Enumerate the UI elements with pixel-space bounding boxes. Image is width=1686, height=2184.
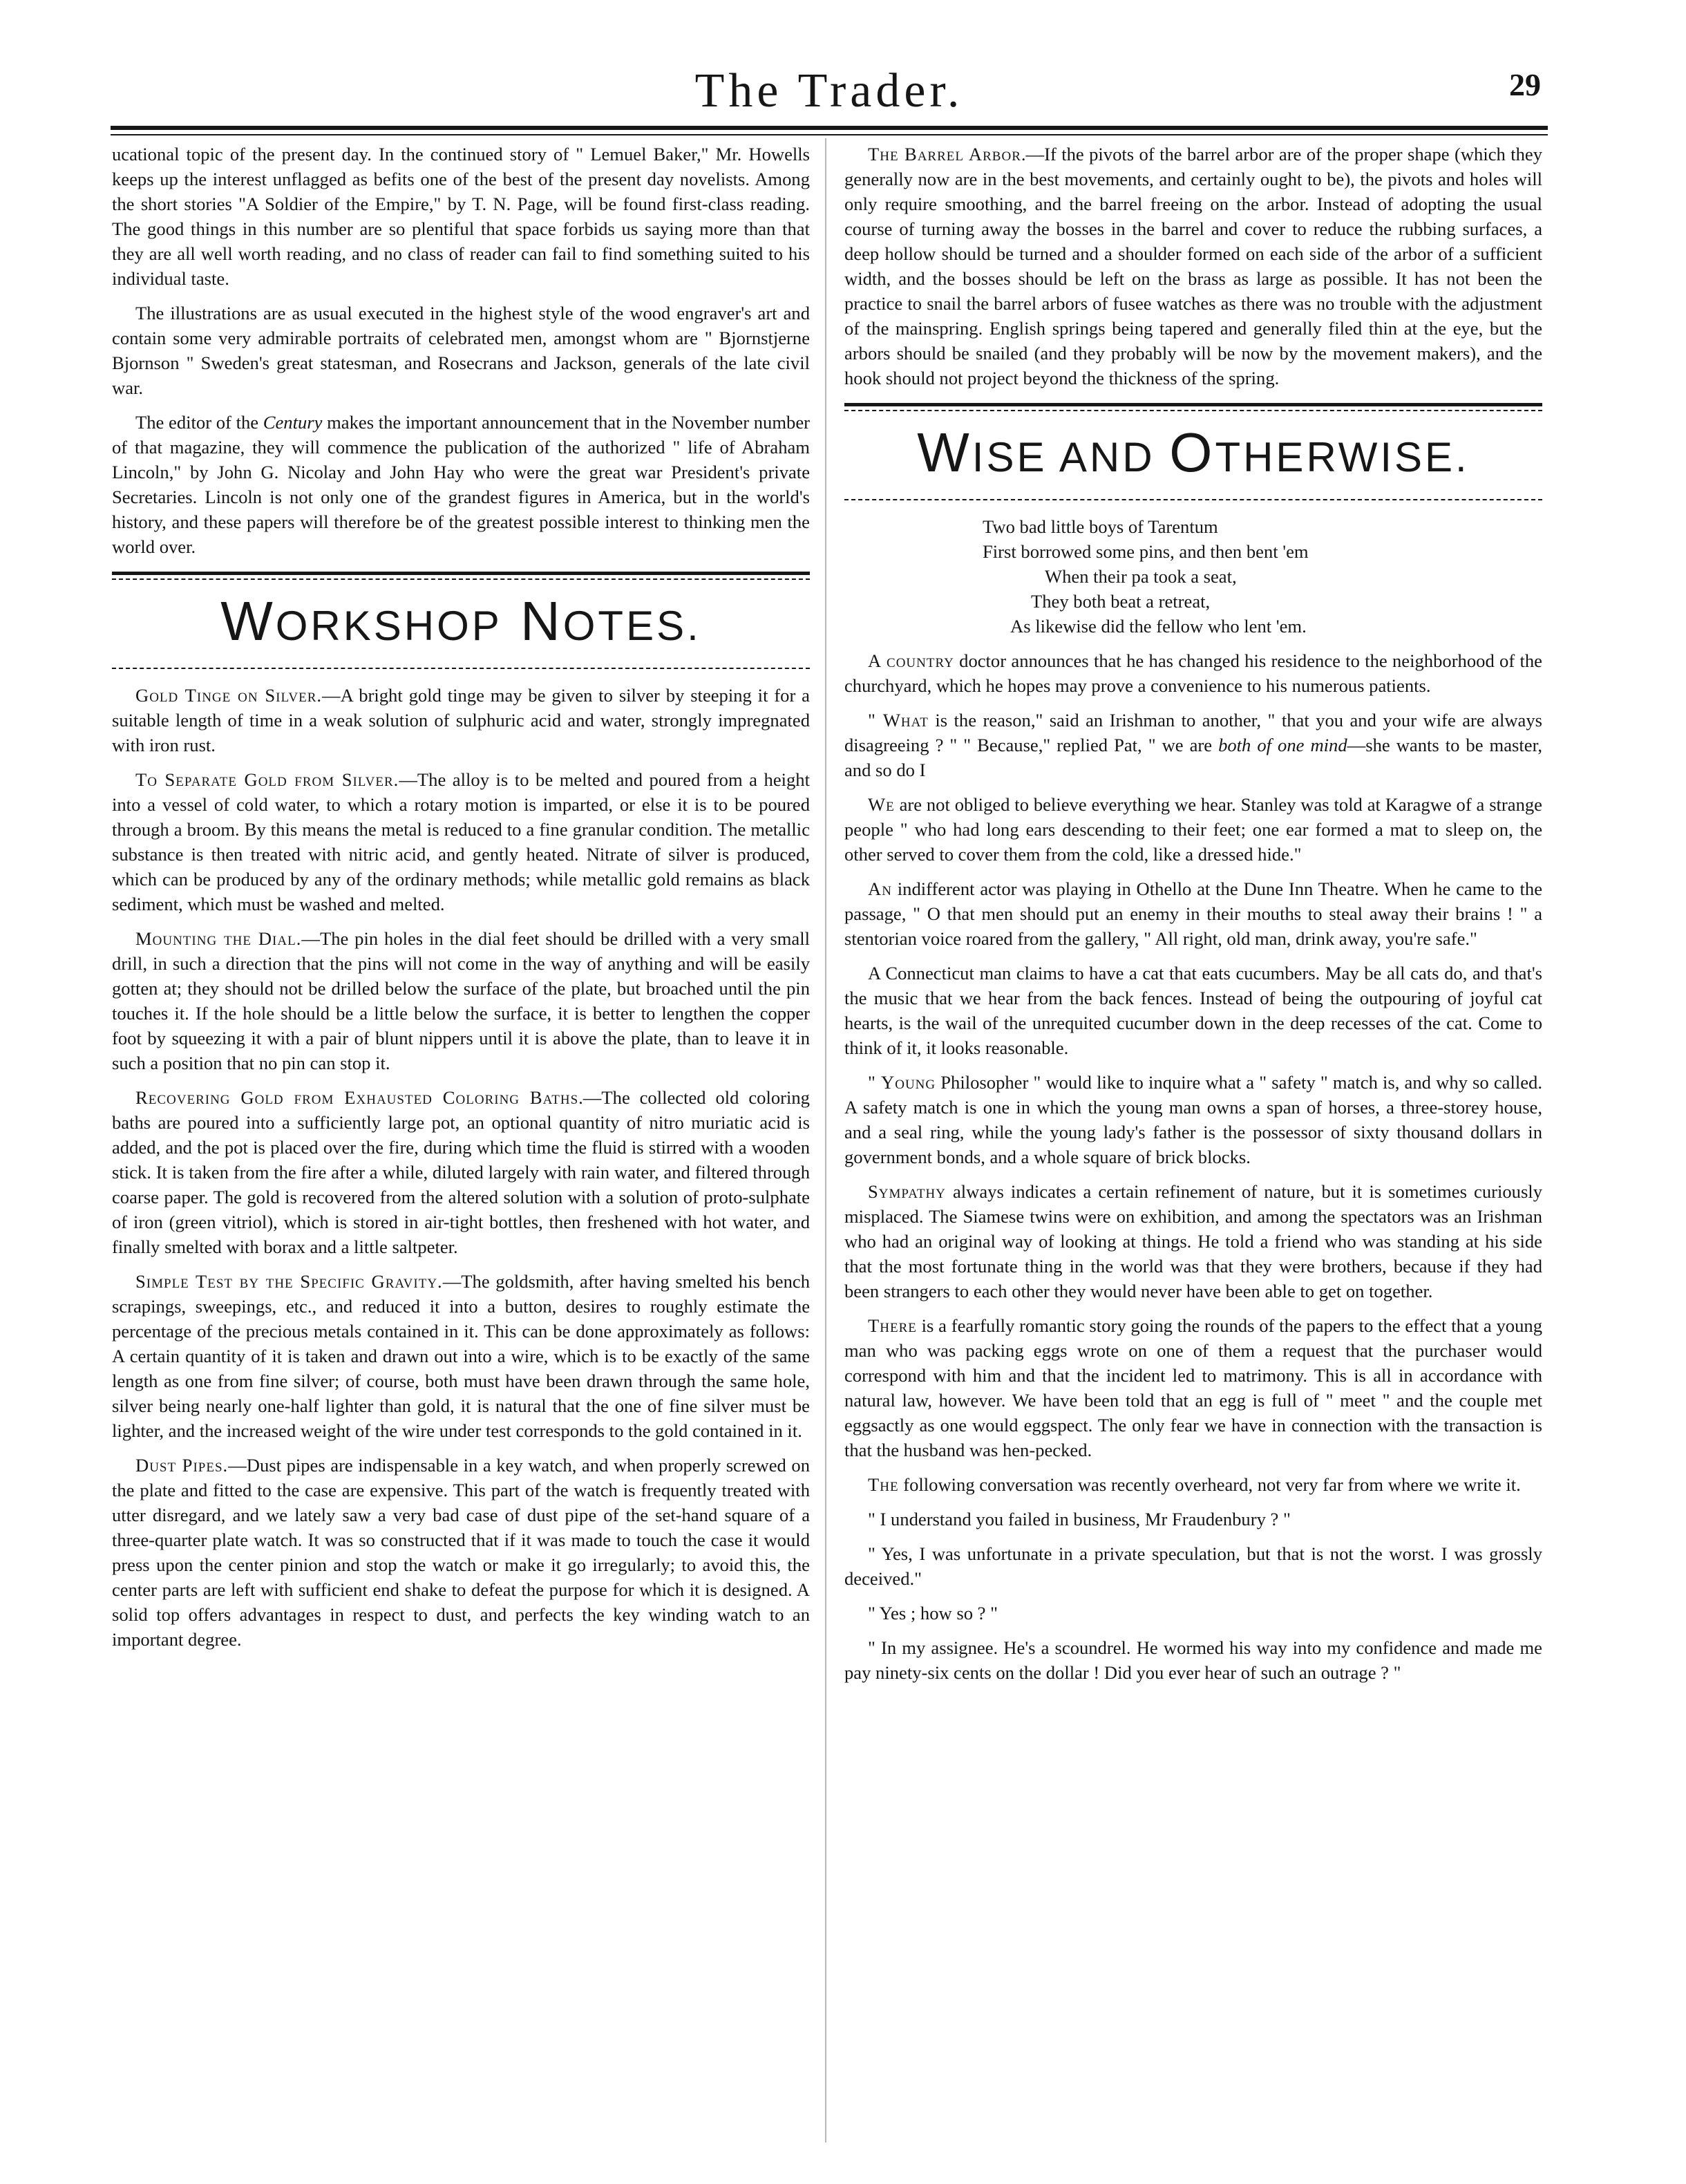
- anecdote: There is a fearfully romantic story going the rounds of the papers to the effect that a young man who was packing eggs wrote on one of them a request that the purchaser would correspond with him and that the incident led to matrimony. This is all in accordance with natural law, however. We have been told that an egg is full of " meet " and the couple met eggsactly as one would eggspect. The only fear we have in connection with the transaction is that the husband was hen-pecked.: [844, 1315, 1542, 1460]
- column-divider: [825, 138, 826, 2143]
- anecdote: " What is the reason," said an Irishman to another, " that you and your wife are always disagreeing ? " " Because," replied Pat, " we are both of one mind—she wants to be master, and so do I: [844, 710, 1543, 780]
- article-paragraph: The illustrations are as usual executed in the highest style of the wood engraver's art and contain some very admirable portraits of celebrated men, amongst whom are " Bjornstjerne Bjornson " Sweden's great statesman, and Rosecrans and Jackson, generals of the late civil war.: [112, 303, 810, 398]
- anecdote: A country doctor announces that he has changed his residence to the neighborhood of the churchyard, which he hopes may prove a convenience to his numerous patients.: [844, 650, 1542, 696]
- masthead-rule: [111, 126, 1548, 130]
- century-paragraph: [112, 410, 810, 559]
- anecdote: " Young Philosopher " would like to inquire what a " safety " match is, and why so called. A safety match is one in which the young man owns a span of horses, a three-storey house, and a seal ring, while the young lady's father is the possessor of sixty thousand dollars in government bonds, and a whole square of brick blocks.: [844, 1072, 1542, 1167]
- poem-line: When their pa took a seat,: [1045, 566, 1237, 587]
- heading-rule-dashed: [844, 410, 1542, 411]
- poem-line: Two bad little boys of Tarentum: [983, 516, 1218, 537]
- paragraph-text: makes the important announcement that in the November number of that magazine, they will commence the publication of the authorized " life of Abraham Lincoln," by John G. Nicolay and John Hay who were the great war President's private Secretaries. Lincoln is not only one of the grandest figures in America, but in the world's history, and these papers will therefore be of the greatest possible interest to thinking men the world over.: [112, 412, 810, 557]
- heading-rule-dashed: [112, 668, 810, 669]
- workshop-note: Recovering Gold from Exhausted Coloring Baths.—The collected old coloring baths are poured into a sufficiently large pot, an optional quantity of nitro muriatic acid is added, and the pot is placed over the fire, during which time the fluid is stirred with a wooden stick. It is taken from the fire after a while, diluted largely with rain water, and filtered through coarse paper. The gold is recovered from the altered solution with a solution of proto-sulphate of iron (green vitriol), which is stored in air-tight bottles, then freshened with hot water, and finally smelted with borax and a little saltpeter.: [112, 1087, 810, 1257]
- masthead: [111, 64, 1548, 126]
- heading-rule: [112, 572, 810, 575]
- section-title: WISE AND OTHERWISE.: [917, 422, 1470, 483]
- wise-and-otherwise-heading: [844, 403, 1542, 500]
- anecdote: A Connecticut man claims to have a cat that eats cucumbers. May be all cats do, and that's the music that we hear from the back fences. Instead of being the outpouring of joyful cat hearts, is the wail of the unrequited cucumber down in the deep recesses of the cat. Come to think of it, it looks reasonable.: [844, 963, 1542, 1058]
- workshop-notes-heading: [112, 572, 810, 669]
- anecdote: An indifferent actor was playing in Othello at the Dune Inn Theatre. When he came to the passage, " O that men should put an enemy in their mouths to steal away their brains ! " a stentorian voice roared from the gallery, " All right, old man, drink away, you're safe.": [844, 878, 1542, 949]
- paragraph-text: The editor of the: [135, 412, 263, 433]
- poem: [983, 514, 1542, 639]
- poem-line: They both beat a retreat,: [1031, 591, 1211, 612]
- workshop-note: Mounting the Dial.—The pin holes in the dial feet should be drilled with a very small drill, in such a direction that the pins will not come in the way of anything and will be easily gotten at; they should not be drilled below the surface of the plate, but broached until the pin touches it. If the hole should be a little below the surface, it is better to lengthen the copper foot by squeezing it with a pair of blunt nippers until it is above the plate, than to leave it in such a position that no pin can stop it.: [112, 928, 810, 1073]
- anecdote: Sympathy always indicates a certain refinement of nature, but it is sometimes curiously misplaced. The Siamese twins were on exhibition, and among the spectators was an Irishman who had an original way of looking at things. He told a friend who was standing at his side that the most fortunate thing in the world was that they were brothers, because if they had been strangers to each other they would never have been able to get on together.: [844, 1181, 1542, 1301]
- section-title: WORKSHOP NOTES.: [220, 590, 701, 652]
- workshop-note: Simple Test by the Specific Gravity.—The goldsmith, after having smelted his bench scrapings, sweepings, etc., and reduced it into a button, desires to roughly estimate the percentage of the precious metals contained in it. This can be done approximately as follows: A certain quantity of it is taken and drawn out into a wire, which is to be exactly of the same length as one from fine silver; of course, both must have been drawn through the same hole, silver being nearly one-half lighter than gold, it is natural that the one of fine silver must be lighter, and the increased weight of the wire under test corresponds to the gold contained in it.: [112, 1271, 811, 1441]
- heading-rule: [844, 403, 1542, 406]
- left-column: [112, 142, 810, 1661]
- dialogue-line: " Yes, I was unfortunate in a private speculation, but that is not the worst. I was grossly deceived.": [844, 1543, 1542, 1589]
- poem-line: First borrowed some pins, and then bent 'em: [983, 541, 1309, 562]
- dialogue-line: " In my assignee. He's a scoundrel. He wormed his way into my confidence and made me pay ninety-six cents on the dollar ! Did you ever hear of such an outrage ? ": [844, 1637, 1542, 1683]
- workshop-note: To Separate Gold from Silver.—The alloy is to be melted and poured from a height into a vessel of cold water, to which a rotary motion is imparted, or else it is to be poured through a broom. By this means the metal is reduced to a fine granular condition. The metallic substance is then treated with nitric acid, and gently heated. Nitrate of silver is produced, which can be produced by any of the ordinary methods; while metallic gold remains as black sediment, which must be washed and melted.: [112, 769, 810, 914]
- workshop-note: Dust Pipes.—Dust pipes are indispensable in a key watch, and when properly screwed on the plate and fitted to the case are expensive. This part of the watch is frequently treated with utter disregard, and we lately saw a very bad case of dust pipe of the set-hand square of a three-quarter plate watch. It was so constructed that if it was made to touch the case it would press upon the center pinion and stop the watch or make it go irregularly; to avoid this, the center parts are left with sufficient end shake to defeat the purpose for which it is designed. A solid top offers advantages in respect to dust, and perfects the key winding watch to an important degree.: [112, 1455, 810, 1650]
- dialogue-line: " Yes ; how so ? ": [868, 1603, 998, 1623]
- anecdote: The following conversation was recently overheard, not very far from where we write it.: [868, 1474, 1521, 1495]
- heading-rule-dashed: [844, 499, 1542, 500]
- anecdote: We are not obliged to believe everything we hear. Stanley was told at Karagwe of a strange people " who had long ears descending to their feet; one ear formed a mat to sleep on, the other served to cover them from the cold, like a dressed hide.": [844, 794, 1542, 865]
- poem-line: As likewise did the fellow who lent 'em.: [1010, 616, 1307, 637]
- masthead-title: The Trader.: [694, 64, 964, 117]
- page-number: 29: [1509, 67, 1541, 102]
- right-column: [844, 142, 1542, 1695]
- workshop-note: The Barrel Arbor.—If the pivots of the barrel arbor are of the proper shape (which they generally now are in the best movements, and certainly ought to be), the pivots and holes will only require smoothing, and the barrel freeing on the arbor. Instead of adopting the usual course of turning away the bosses in the barrel and cover to reduce the rubbing surfaces, a deep hollow should be turned and a shoulder formed on each side of the arbor of a sufficient width, and the bosses should be left on the brass as large as possible. It has not been the practice to snail the barrel arbors of fusee watches as there was no trouble with the adjustment of the mainspring. English springs being tapered and generally filed thin at the eye, but the arbors should be snailed (and they probably will be now by the movement makers), and the hook should not project beyond the thickness of the spring.: [844, 144, 1542, 388]
- dialogue-line: " I understand you failed in business, Mr Fraudenbury ? ": [868, 1509, 1291, 1529]
- article-paragraph: ucational topic of the present day. In the continued story of " Lemuel Baker," Mr. Howells keeps up the interest unflagged as befits one of the best of the present day novelists. Among the short stories "A Soldier of the Empire," by T. N. Page, will be found first-class reading. The good things in this number are so plentiful that space forbids us saying more than that they are all well worth reading, and no class of reader can fail to find something suited to his individual taste.: [112, 144, 810, 289]
- workshop-note: Gold Tinge on Silver.—A bright gold tinge may be given to silver by steeping it for a suitable length of time in a weak solution of sulphuric acid and water, strongly impregnated with iron rust.: [112, 685, 810, 755]
- magazine-title: Century: [263, 412, 323, 433]
- masthead-rule-thin: [111, 134, 1548, 135]
- heading-rule-dashed: [112, 578, 810, 580]
